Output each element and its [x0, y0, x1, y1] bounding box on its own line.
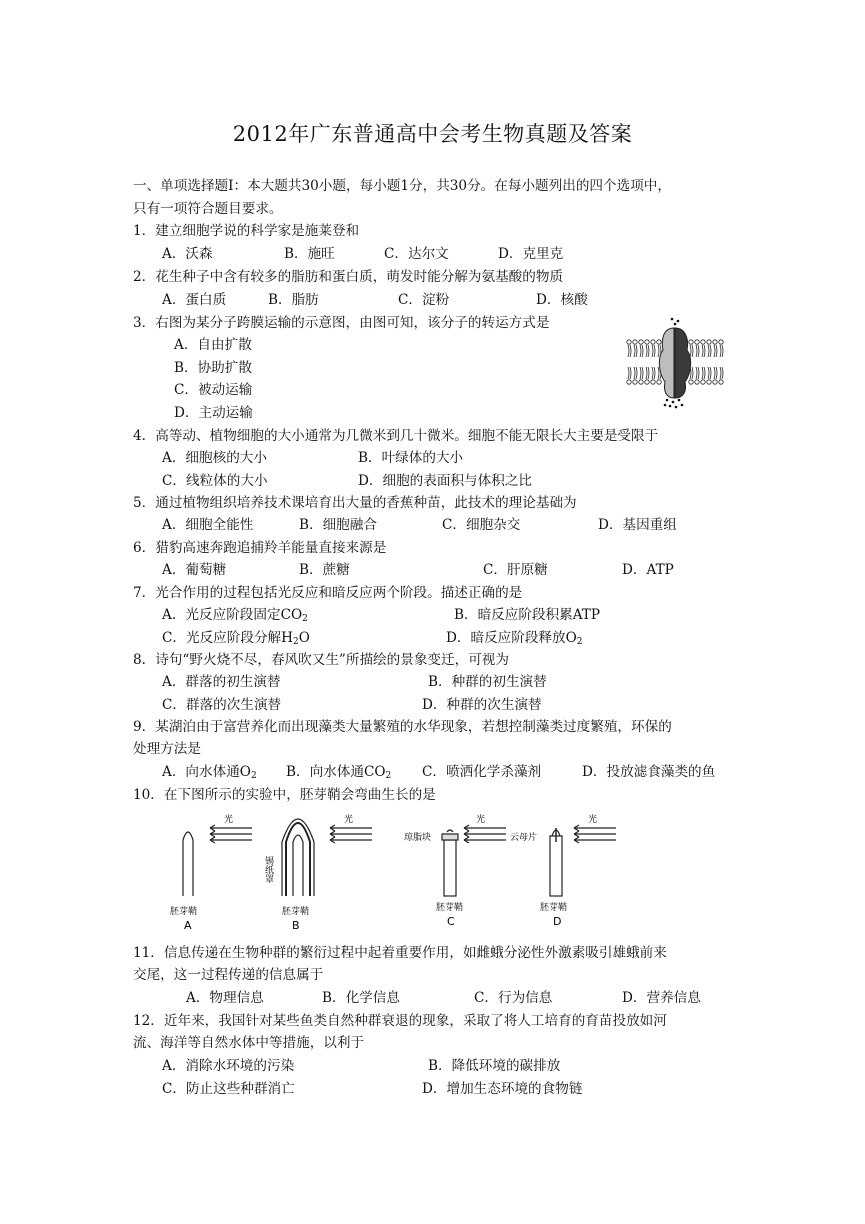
q5-option-b: B．细胞融合 [299, 517, 377, 533]
q7-option-a: A．光反应阶段固定$CO_2$ [162, 607, 308, 624]
mica-sheet-label-d: 云母片 [510, 833, 538, 843]
q6-option-c: C．肝原糖 [483, 562, 548, 578]
setup-label-d: D [553, 915, 562, 928]
setup-d [550, 825, 616, 896]
setup-label-c: C [447, 915, 455, 928]
coleoptile-d [550, 836, 562, 896]
q8-stem: 8．诗句“野火烧不尽，春风吹又生”所描绘的景象变迁，可视为 [133, 652, 509, 668]
light-label-c: 光 [476, 815, 486, 825]
carrier-protein [659, 328, 690, 398]
foil-cover-b [286, 823, 310, 896]
q4-option-d: D．细胞的表面积与体积之比 [358, 473, 533, 489]
q3-option-c: C．被动运输 [174, 382, 253, 398]
q1-option-b: B．施旺 [284, 246, 335, 262]
coleoptile-label-d: 胚芽鞘 [540, 903, 568, 913]
q12-option-a: A．消除水环境的污染 [162, 1058, 295, 1074]
q6-stem: 6．猎豹高速奔跑追捕羚羊能量直接来源是 [133, 540, 387, 556]
q5-option-c: C．细胞杂交 [442, 517, 521, 533]
q9-stem-line2: 处理方法是 [133, 741, 201, 757]
setup-b [282, 819, 372, 896]
q8-option-d: D．种群的次生演替 [422, 697, 542, 713]
q3-stem: 3．右图为某分子跨膜运输的示意图，由图可知，该分子的转运方式是 [133, 315, 550, 331]
q2-option-a: A．蛋白质 [162, 292, 227, 308]
q3-option-b: B．协助扩散 [174, 360, 252, 376]
q7-stem: 7．光合作用的过程包括光反应和暗反应两个阶段。描述正确的是 [133, 585, 523, 601]
q2-option-b: B．脂肪 [268, 292, 319, 308]
section-instructions-line1: 一、单项选择题I：本大题共30小题，每小题1分，共30分。在每小题列出的四个选项中， [133, 178, 671, 194]
q6-option-a: A．葡萄糖 [162, 562, 227, 578]
setup-a [183, 825, 252, 896]
q5-option-a: A．细胞全能性 [162, 517, 254, 533]
q9-option-c: C．喷洒化学杀藻剂 [422, 764, 542, 780]
q2-option-d: D．核酸 [536, 292, 588, 308]
q4-option-a: A．细胞核的大小 [162, 450, 267, 466]
foil-cover-label-b: 锡纸罩 [263, 856, 273, 883]
q6-option-d: D．ATP [622, 562, 674, 578]
q6-option-b: B．蔗糖 [299, 562, 350, 578]
lipid-bilayer-left [627, 340, 661, 384]
q4-option-c: C．线粒体的大小 [162, 473, 268, 489]
q11-option-a: A．物理信息 [186, 990, 264, 1006]
q1-option-d: D．克里克 [498, 246, 564, 262]
q5-option-d: D．基因重组 [598, 517, 677, 533]
q4-option-b: B．叶绿体的大小 [358, 450, 464, 466]
coleoptile-b [293, 835, 303, 896]
q11-stem-line2: 交尾，这一过程传递的信息属于 [133, 967, 324, 983]
q9-option-d: D．投放滤食藻类的鱼 [582, 764, 716, 780]
q10-stem: 10．在下图所示的实验中，胚芽鞘会弯曲生长的是 [133, 787, 436, 803]
light-label-b: 光 [344, 815, 354, 825]
setup-c [442, 825, 506, 896]
cut-tip-c [447, 830, 453, 832]
light-rays-b [330, 828, 372, 840]
q3-option-a: A．自由扩散 [174, 337, 252, 353]
light-rays-a [210, 828, 252, 840]
q3-option-d: D．主动运输 [174, 405, 253, 421]
q8-option-b: B．种群的初生演替 [428, 674, 547, 690]
setup-label-b: B [292, 919, 300, 932]
q11-option-b: B．化学信息 [322, 990, 400, 1006]
q5-stem: 5．通过植物组织培养技术课培育出大量的香蕉种苗，此技术的理论基础为 [133, 495, 577, 511]
q1-option-a: A．沃森 [162, 246, 213, 262]
lipid-bilayer-right [689, 340, 723, 384]
membrane-transport-figure [623, 316, 727, 410]
q12-option-d: D．增加生态环境的食物链 [422, 1081, 583, 1097]
q12-stem-line1: 12．近年来，我国针对某些鱼类自然种群衰退的现象，采取了将人工培育的育苗投放如河 [133, 1013, 667, 1029]
q12-option-b: B．降低环境的碳排放 [428, 1058, 561, 1074]
light-rays-d [574, 828, 616, 840]
light-label-d: 光 [588, 815, 598, 825]
page-title: 2012年广东普通高中会考生物真题及答案 [232, 122, 633, 146]
q1-option-c: C．达尔文 [384, 246, 449, 262]
light-label-a: 光 [224, 815, 234, 825]
setup-label-a: A [184, 919, 192, 932]
coleoptile-label-a: 胚芽鞘 [170, 907, 198, 917]
q9-option-a: A．向水体通$O_2$ [162, 764, 257, 781]
q11-option-d: D．营养信息 [622, 990, 701, 1006]
q2-stem: 2．花生种子中含有较多的脂肪和蛋白质，萌发时能分解为氨基酸的物质 [133, 269, 564, 285]
q7-option-d: D．暗反应阶段释放$O_2$ [446, 630, 583, 647]
agar-block-label-c: 琼脂块 [404, 833, 432, 843]
coleoptile-label-c: 胚芽鞘 [436, 903, 464, 913]
coleoptile-a [183, 832, 193, 896]
q8-option-c: C．群落的次生演替 [162, 697, 282, 713]
agar-block-c [442, 834, 458, 840]
coleoptile-experiment-figure [160, 808, 620, 938]
q11-stem-line1: 11．信息传递在生物种群的繁衍过程中起着重要作用，如雌蛾分泌性外激素吸引雄蛾前来 [133, 945, 667, 961]
q12-stem-line2: 流、海洋等自然水体中等措施，以利于 [133, 1035, 365, 1051]
q9-option-b: B．向水体通$CO_2$ [286, 764, 392, 781]
q12-option-c: C．防止这些种群消亡 [162, 1081, 295, 1097]
q2-option-c: C．淀粉 [398, 292, 450, 308]
section-instructions-line2: 只有一项符合题目要求。 [133, 201, 283, 217]
q9-stem-line1: 9．某湖泊由于富营养化而出现藻类大量繁殖的水华现象，若想控制藻类过度繁殖，环保的 [133, 719, 672, 735]
q11-option-c: C．行为信息 [474, 990, 553, 1006]
q7-option-c: C．光反应阶段分解$H_2O$ [162, 630, 310, 647]
q8-option-a: A．群落的初生演替 [162, 674, 281, 690]
coleoptile-label-b: 胚芽鞘 [282, 907, 310, 917]
coleoptile-c [444, 840, 456, 896]
q7-option-b: B．暗反应阶段积累ATP [454, 607, 601, 623]
q4-stem: 4．高等动、植物细胞的大小通常为几微米到几十微米。细胞不能无限长大主要是受限于 [133, 428, 659, 444]
q1-stem: 1．建立细胞学说的科学家是施莱登和 [133, 223, 360, 239]
light-rays-c [464, 828, 506, 840]
